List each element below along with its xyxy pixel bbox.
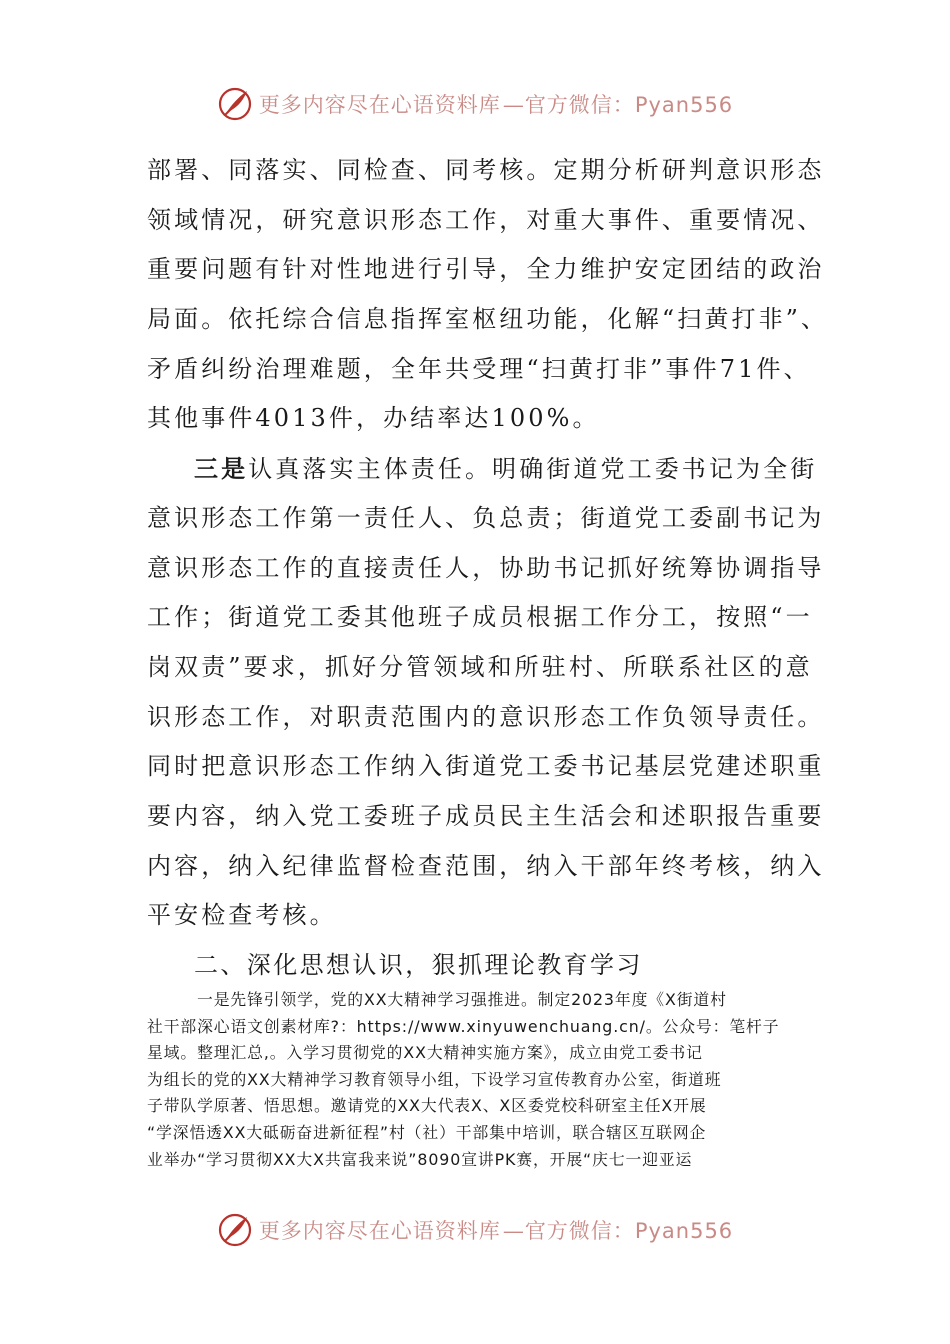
footer-site-name: 更多内容尽在心语资料库 — [258, 1219, 501, 1243]
paragraph-2-line: 内容，纳入纪律监督检查范围，纳入干部年终考核，纳入 — [147, 851, 825, 880]
paragraph-1-line: 矛盾纠纷治理难题，全年共受理“扫黄打非”事件71件、 — [147, 354, 811, 383]
paragraph-3-line: “学深悟透XX大砥砺奋进新征程”村（社）干部集中培训，联合辖区互联网企 — [147, 1122, 707, 1142]
paragraph-2-line: 平安检查考核。 — [147, 901, 337, 930]
paragraph-1-line: 领域情况，研究意识形态工作，对重大事件、重要情况、 — [147, 205, 825, 234]
paragraph-2-line: 岗双责”要求，抓好分管领域和所驻村、所联系社区的意 — [147, 652, 813, 681]
paragraph-2-line: 工作；街道党工委其他班子成员根据工作分工，按照“一 — [147, 603, 813, 632]
paragraph-2 — [147, 444, 825, 941]
footer-separator: — — [502, 1219, 525, 1243]
paragraph-2-first-line — [147, 444, 818, 494]
section-heading: 二、深化思想认识，狠抓理论教育学习 — [194, 951, 643, 979]
paragraph-3-line: 社干部深心语文创素材库?：https://www.xinyuwenchuang.cn/。公众号：笔杆子 — [147, 1016, 780, 1036]
paragraph-2-line: 要内容，纳入党工委班子成员民主生活会和述职报告重要 — [147, 801, 825, 830]
paragraph-2-line: 识形态工作，对职责范围内的意识形态工作负领导责任。 — [147, 702, 825, 731]
footer-banner — [0, 1208, 950, 1252]
header-banner-text — [259, 89, 733, 119]
header-site-name: 更多内容尽在心语资料库 — [258, 93, 501, 117]
footer-wechat-id: Pyan556 — [634, 1219, 734, 1243]
paragraph-2-line: 意识形态工作第一责任人、负总责；街道党工委副书记为 — [147, 503, 825, 532]
paragraph-1-line: 其他事件4013件，办结率达100%。 — [147, 404, 600, 433]
paragraph-2-lead: 三是 — [194, 454, 249, 484]
paragraph-1-line: 重要问题有针对性地进行引导，全力维护安定团结的政治 — [147, 255, 825, 284]
header-separator: — — [502, 93, 525, 117]
paragraph-3-line: 星域。整理汇总,。入学习贯彻党的XX大精神实施方案》，成立由党工委书记 — [147, 1043, 703, 1063]
paragraph-1-line: 部署、同落实、同检查、同考核。定期分析研判意识形态 — [147, 156, 825, 184]
paragraph-3-line: 业举办“学习贯彻XX大X共富我来说”8090宣讲PK赛，开展“庆七一迎亚运 — [147, 1149, 693, 1169]
paragraph-2-first-line-rest: 认真落实主体责任。明确街道党工委书记为全街 — [248, 455, 818, 484]
paragraph-2-line: 同时把意识形态工作纳入街道党工委书记基层党建述职重 — [147, 752, 825, 781]
paragraph-3-line: 一是先锋引领学，党的XX大精神学习强推进。制定2023年度《X街道村 — [197, 990, 727, 1009]
footer-wechat-label: 官方微信： — [524, 1219, 635, 1243]
quill-logo-icon — [217, 86, 253, 122]
paragraph-3-line: 为组长的党的XX大精神学习教育领导小组，下设学习宣传教育办公室，街道班 — [147, 1069, 722, 1089]
paragraph-1-line: 局面。依托综合信息指挥室枢纽功能，化解“扫黄打非”、 — [147, 305, 829, 334]
quill-logo-icon — [217, 1212, 253, 1248]
paragraph-3 — [147, 987, 807, 1173]
paragraph-3-line: 子带队学原著、悟思想。邀请党的XX大代表X、X区委党校科研室主任X开展 — [147, 1096, 707, 1116]
paragraph-1 — [147, 146, 829, 444]
document-body — [147, 146, 829, 941]
header-wechat-label: 官方微信： — [524, 93, 635, 117]
paragraph-2-line: 意识形态工作的直接责任人，协助书记抓好统筹协调指导 — [147, 553, 825, 582]
header-wechat-id: Pyan556 — [634, 93, 734, 117]
footer-banner-text — [259, 1215, 733, 1245]
header-banner — [0, 82, 950, 126]
